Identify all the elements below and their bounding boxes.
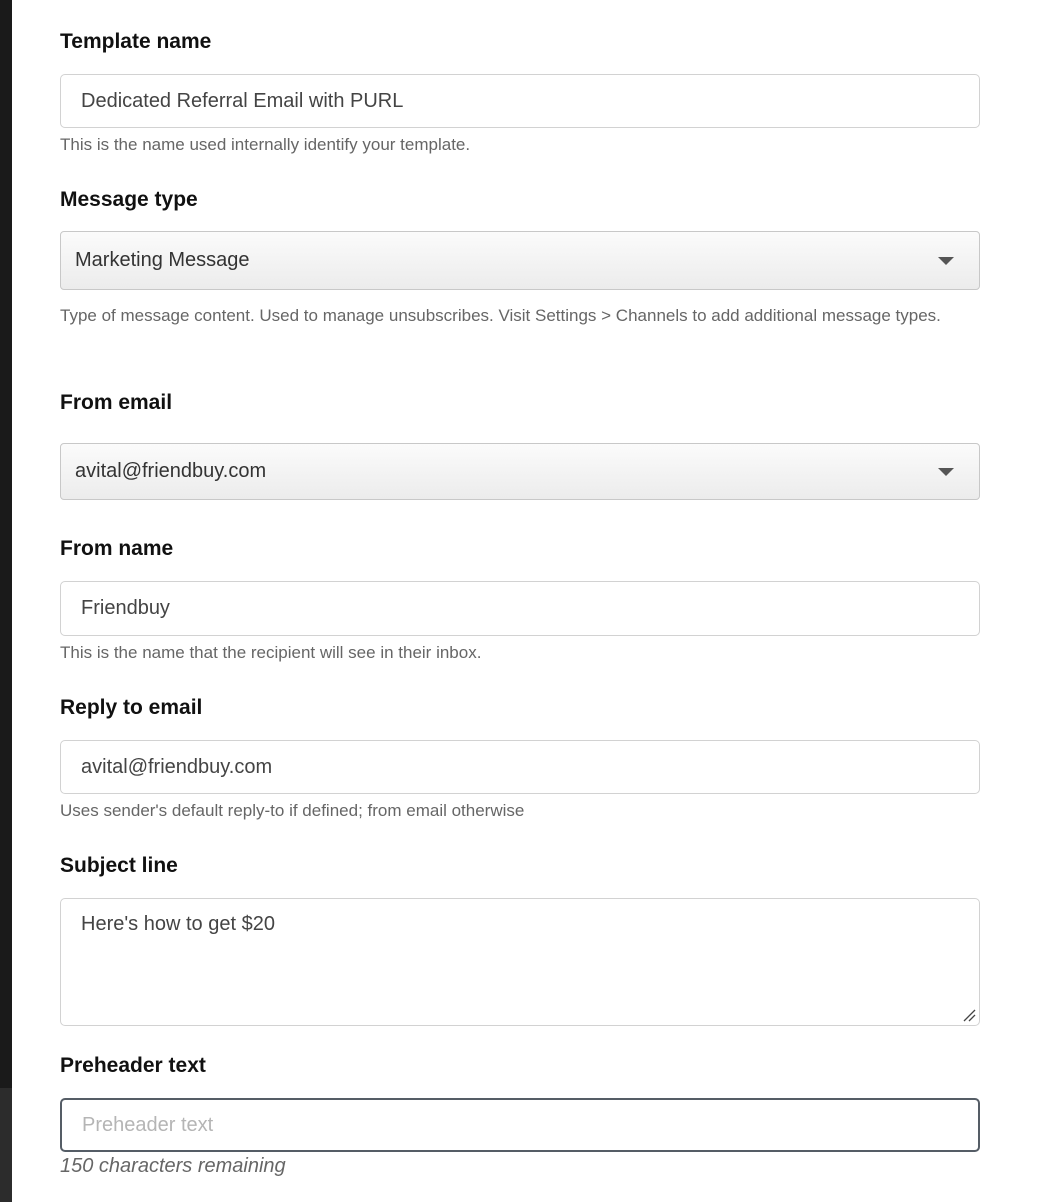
from-name-label: From name (60, 537, 174, 560)
chevron-down-icon (938, 257, 954, 265)
resize-handle-icon[interactable] (962, 1008, 976, 1022)
reply-to-input[interactable]: avital@friendbuy.com (60, 740, 980, 794)
preheader-char-counter: 150 characters remaining (60, 1155, 286, 1177)
from-email-label: From email (60, 391, 173, 414)
from-email-select[interactable] (60, 443, 980, 500)
subject-label: Subject line (60, 854, 178, 877)
window-edge-shadow (0, 1088, 12, 1202)
message-type-value: Marketing Message (75, 249, 250, 271)
from-email-value: avital@friendbuy.com (75, 460, 267, 482)
template-name-input[interactable]: Dedicated Referral Email with PURL (60, 74, 980, 128)
message-type-help: Type of message content. Used to manage unsubscribes. Visit Settings > Channels to add additional message types. (60, 306, 941, 325)
preheader-label: Preheader text (60, 1054, 206, 1077)
chevron-down-icon (938, 468, 954, 476)
template-name-label: Template name (60, 30, 212, 53)
subject-value: Here's how to get $20 (81, 913, 275, 935)
from-name-help: This is the name that the recipient will see in their inbox. (60, 643, 482, 662)
message-type-label: Message type (60, 188, 198, 211)
window-edge (0, 0, 12, 1202)
from-name-input[interactable]: Friendbuy (60, 581, 980, 636)
reply-to-label: Reply to email (60, 696, 203, 719)
subject-textarea[interactable] (60, 898, 980, 1026)
message-type-select[interactable] (60, 231, 980, 290)
preheader-input[interactable] (60, 1098, 980, 1152)
template-name-help: This is the name used internally identify your template. (60, 135, 471, 154)
preheader-placeholder: Preheader text (82, 1113, 214, 1136)
reply-to-help: Uses sender's default reply-to if defined; from email otherwise (60, 801, 525, 820)
